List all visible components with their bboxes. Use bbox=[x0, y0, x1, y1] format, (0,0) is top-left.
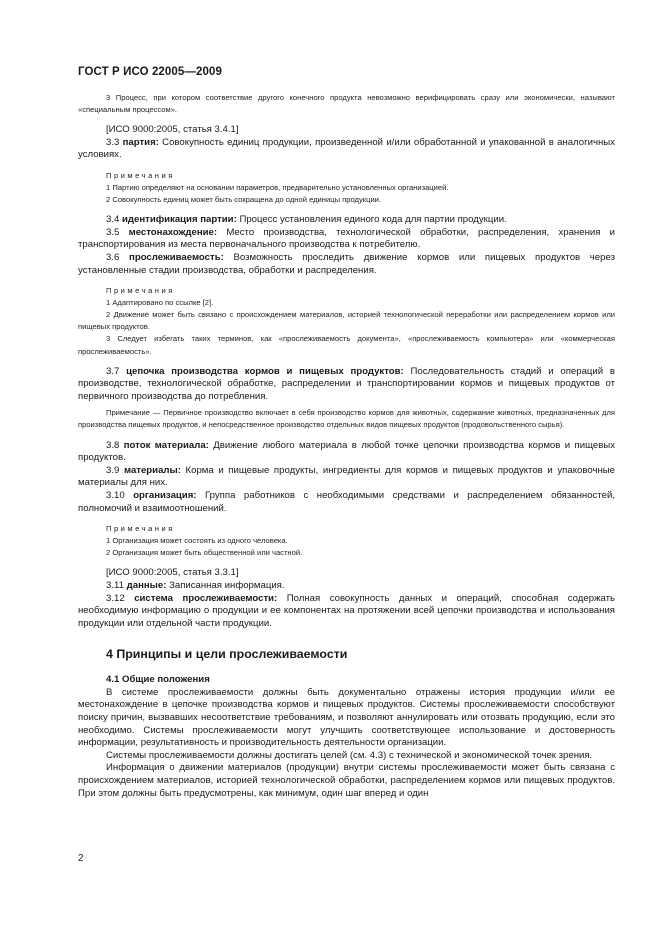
term-number: 3.10 bbox=[106, 489, 125, 501]
notes-label: Примечания bbox=[106, 286, 175, 296]
note-item: 2 Организация может быть общественной или частной. bbox=[106, 548, 303, 558]
page-number: 2 bbox=[78, 853, 84, 864]
notes-label: Примечания bbox=[106, 170, 175, 180]
document-header: ГОСТ Р ИСО 22005—2009 bbox=[78, 66, 223, 78]
term-3-9 bbox=[78, 465, 615, 490]
term-number: 3.8 bbox=[106, 439, 120, 451]
term-3-5 bbox=[78, 227, 615, 252]
term-definition: Движение любого материала в любой точке цепочки производства кормов и пищевых продуктов. bbox=[78, 439, 615, 464]
paragraph: В системе прослеживаемости должны быть документально отражены история продукции и/или ее местонахождение в цепочке производства кормов и пищевых продуктов. Системы прослеживаемости способствуют поиску причин, вызвавших несоответствие требованиям, и позволяют аннулировать или отозвать продукцию, если это необходимо. Системы прослеживаемости могут улучшить соответствующее использование и достоверность информации, результативность и производительность деятельности организации. bbox=[78, 686, 615, 749]
term-name: данные: bbox=[126, 579, 167, 591]
note-item: 2 Совокупность единиц может быть сокращена до одной единицы продукции. bbox=[106, 195, 382, 205]
term-definition: Место производства, технологической обработки, распределения, хранения и транспортирования из места первоначального производства к потребителю. bbox=[78, 226, 616, 251]
term-definition: Последовательность стадий и операций в производстве, технологической обработке, распределении и транспортировании кормов и пищевых продуктов от первичного производства до потребления. bbox=[78, 365, 616, 402]
term-number: 3.5 bbox=[106, 226, 120, 238]
reference: [ИСО 9000:2005, статья 3.3.1] bbox=[106, 567, 239, 579]
term-3-8 bbox=[78, 440, 615, 465]
term-definition: Возможность проследить движение кормов или пищевых продуктов через установленные стадии производства, обработки и распределения. bbox=[78, 251, 616, 276]
term-number: 3.6 bbox=[106, 251, 120, 263]
note-text: 3 Процесс, при котором соответствие другого конечного продукта невозможно верифицировать сразу или экономически, называют «специальным процессом». bbox=[78, 93, 615, 115]
note-item: 2 Движение может быть связано с происхождением материалов, историей технологической переработки или распределением кормов или пищевых продуктов. bbox=[78, 310, 615, 332]
term-name: партия: bbox=[122, 136, 159, 148]
term-3-4 bbox=[78, 214, 615, 227]
paragraph: Системы прослеживаемости должны достигать целей (см. 4.3) с технической и экономической точек зрения. bbox=[106, 749, 593, 761]
section-heading: 4 Принципы и цели прослеживаемости bbox=[106, 647, 348, 662]
term-3-7 bbox=[78, 366, 615, 404]
reference: [ИСО 9000:2005, статья 3.4.1] bbox=[106, 124, 239, 136]
term-name: прослеживаемость: bbox=[129, 251, 224, 263]
term-definition: Корма и пищевые продукты, ингредиенты для кормов и пищевых продуктов и упаковочные материалы для них. bbox=[78, 464, 615, 489]
term-definition: Совокупность единиц продукции, произведенной и/или обработанной и упакованной в аналогичных условиях. bbox=[78, 136, 615, 161]
subsection-heading: 4.1 Общие положения bbox=[106, 674, 210, 686]
term-definition: Записанная информация. bbox=[169, 579, 285, 591]
term-definition: Полная совокупность данных и операций, способная содержать необходимую информацию о продукции и ее компонентах на протяжении всей цепочки производства и использования продукции или отдельной части продукции. bbox=[78, 592, 616, 629]
term-number: 3.7 bbox=[106, 365, 120, 377]
term-definition: Процесс установления единого кода для партии продукции. bbox=[239, 214, 507, 226]
term-3-11 bbox=[78, 580, 615, 593]
term-name: система прослеживаемости: bbox=[134, 592, 278, 604]
term-definition: Группа работников с необходимыми средствами и распределением обязанностей, полномочий и взаимоотношений. bbox=[78, 489, 615, 514]
term-3-10 bbox=[78, 490, 615, 515]
term-number: 3.9 bbox=[106, 464, 120, 476]
term-name: организация: bbox=[133, 489, 197, 501]
note-item: 1 Адаптировано по ссылке [2]. bbox=[106, 298, 214, 308]
term-name: местонахождение: bbox=[128, 226, 218, 238]
term-name: материалы: bbox=[123, 464, 181, 476]
term-3-12 bbox=[78, 593, 615, 631]
document-body bbox=[78, 92, 615, 800]
notes-label: Примечания bbox=[106, 524, 175, 534]
term-number: 3.3 bbox=[106, 136, 120, 148]
term-number: 3.12 bbox=[106, 592, 125, 604]
note-item: 1 Организация может состоять из одного человека. bbox=[106, 536, 288, 546]
note-item: 1 Партию определяют на основании параметров, предварительно установленных организацией. bbox=[106, 182, 449, 192]
term-3-6 bbox=[78, 252, 615, 277]
note-text: Примечание — Первичное производство включает в себя производство кормов для животных, содержание животных, предназначенных для производства пищевых продуктов, и непосредственное производство отдельных видов пищевых продуктов (продовольственного сырья). bbox=[78, 408, 615, 430]
term-name: поток материала: bbox=[123, 439, 209, 451]
term-number: 3.4 bbox=[106, 214, 120, 226]
term-number: 3.11 bbox=[106, 579, 124, 591]
term-name: цепочка производства кормов и пищевых продуктов: bbox=[126, 365, 404, 377]
term-3-3 bbox=[78, 137, 615, 162]
paragraph: Информация о движении материалов (продукции) внутри системы прослеживаемости может быть связана с происхождением материалов, историей технологической обработки, распределением кормов или пищевых продуктов. При этом должны быть предусмотрены, как минимум, один шаг вперед и один bbox=[78, 762, 615, 799]
note-item: 3 Следует избегать таких терминов, как «прослеживаемость документа», «прослеживаемость компьютера» или «коммерческая прослеживаемость». bbox=[78, 334, 615, 356]
term-name: идентификация партии: bbox=[122, 214, 237, 226]
